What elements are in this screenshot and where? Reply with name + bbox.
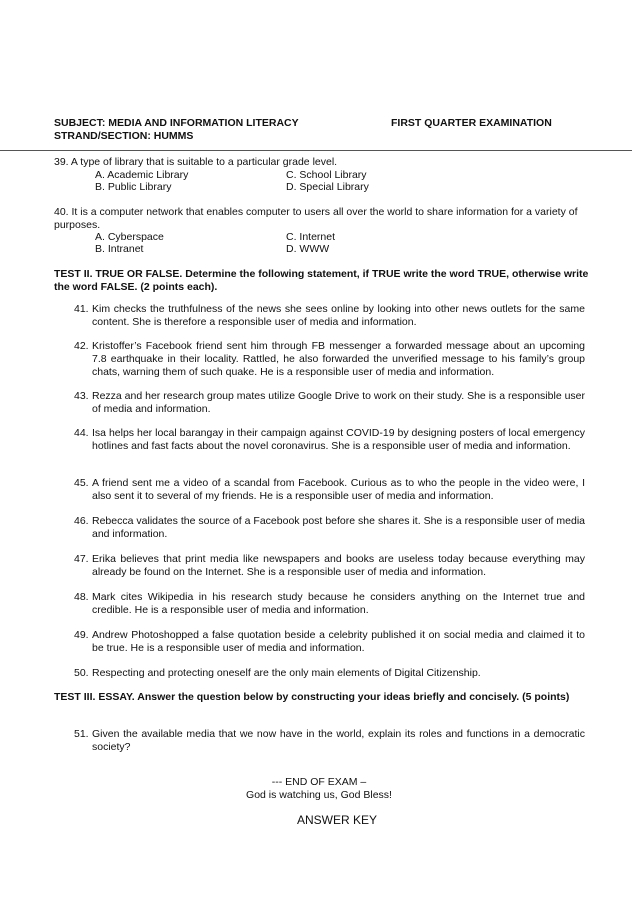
item-number: 42. bbox=[74, 340, 89, 352]
item-text: Mark cites Wikipedia in his research study because he considers anything on the Internet true and credible. He is a responsible user of media and information. bbox=[92, 591, 585, 616]
list-item bbox=[74, 553, 585, 579]
item-number: 43. bbox=[74, 390, 89, 402]
item-text: Kim checks the truthfulness of the news she sees online by looking into other news outlets for the same content. She is therefore a responsible user of media and information. bbox=[92, 303, 585, 328]
item-text: Given the available media that we now have in the world, explain its roles and functions in a democratic society? bbox=[92, 728, 585, 753]
header-divider bbox=[0, 150, 632, 151]
strand-label: STRAND/SECTION: HUMMS bbox=[54, 130, 194, 142]
list-item bbox=[74, 477, 585, 503]
subject-label: SUBJECT: MEDIA AND INFORMATION LITERACY bbox=[54, 117, 299, 129]
item-number: 45. bbox=[74, 477, 89, 489]
item-text: Isa helps her local barangay in their campaign against COVID-19 by designing posters of local emergency hotlines and fast facts about the novel coronavirus. She is a responsible user of media and information. bbox=[92, 427, 585, 452]
q40-option-a: A. Cyberspace bbox=[95, 231, 164, 243]
item-number: 48. bbox=[74, 591, 89, 603]
q40-option-b: B. Intranet bbox=[95, 243, 144, 255]
list-item bbox=[74, 427, 585, 453]
q39-option-d: D. Special Library bbox=[286, 181, 369, 193]
item-number: 49. bbox=[74, 629, 89, 641]
q40-option-d: D. WWW bbox=[286, 243, 330, 255]
list-item bbox=[74, 667, 585, 680]
item-number: 51. bbox=[74, 728, 89, 740]
question-40-stem: 40. It is a computer network that enables computer to users all over the world to share information for a variety of purposes. bbox=[54, 206, 578, 231]
item-number: 47. bbox=[74, 553, 89, 565]
end-of-exam: --- END OF EXAM – bbox=[271, 776, 367, 788]
item-text: Erika believes that print media like newspapers and books are useless today because everything may already be found on the Internet. She is a responsible user of media and information. bbox=[92, 553, 585, 578]
item-text: Rezza and her research group mates utilize Google Drive to work on their study. She is a responsible user of media and information. bbox=[92, 390, 585, 415]
list-item bbox=[74, 629, 585, 655]
list-item bbox=[74, 515, 585, 541]
list-item bbox=[74, 591, 585, 617]
item-number: 50. bbox=[74, 667, 89, 679]
item-number: 44. bbox=[74, 427, 89, 439]
q39-option-a: A. Academic Library bbox=[95, 169, 189, 181]
item-number: 41. bbox=[74, 303, 89, 315]
q40-option-c: C. Internet bbox=[286, 231, 336, 243]
exam-title: FIRST QUARTER EXAMINATION bbox=[391, 117, 552, 129]
test-3-heading: TEST III. ESSAY. Answer the question below by constructing your ideas briefly and concisely. (5 points) bbox=[54, 691, 570, 703]
test-2-heading: TEST II. TRUE OR FALSE. Determine the following statement, if TRUE write the word TRUE, otherwise write the word FALSE. (2 points each). bbox=[54, 268, 589, 293]
q39-option-c: C. School Library bbox=[286, 169, 367, 181]
list-item bbox=[74, 390, 585, 416]
item-text: Andrew Photoshopped a false quotation beside a celebrity published it on social media and claimed it to be true. He is a responsible user of media and information. bbox=[92, 629, 585, 654]
item-text: Kristoffer’s Facebook friend sent him through FB messenger a forwarded message about an upcoming 7.8 earthquake in their locality. Rattled, he also forwarded the unverified message to his family’s group chats, warning them of such quake. He is a responsible user of media and information. bbox=[92, 340, 585, 378]
q39-option-b: B. Public Library bbox=[95, 181, 172, 193]
list-item bbox=[74, 303, 585, 329]
essay-question bbox=[74, 728, 585, 754]
exam-header bbox=[54, 117, 594, 143]
question-39-stem: 39. A type of library that is suitable to a particular grade level. bbox=[54, 156, 338, 168]
list-item bbox=[74, 340, 585, 379]
item-number: 46. bbox=[74, 515, 89, 527]
item-text: A friend sent me a video of a scandal from Facebook. Curious as to who the people in the video were, I also sent it to several of my friends. He is a responsible user of media and information. bbox=[92, 477, 585, 502]
item-text: Respecting and protecting oneself are the only main elements of Digital Citizenship. bbox=[92, 667, 481, 679]
answer-key-title: ANSWER KEY bbox=[296, 813, 377, 827]
item-text: Rebecca validates the source of a Facebook post before she shares it. She is a responsible user of media and information. bbox=[92, 515, 585, 540]
blessing-line: God is watching us, God Bless! bbox=[246, 789, 392, 801]
